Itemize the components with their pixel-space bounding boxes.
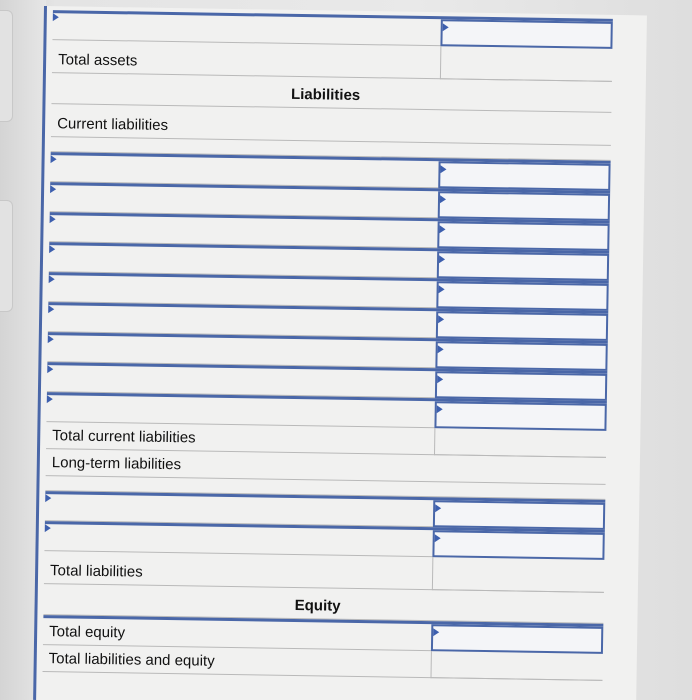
liabilities-heading: Liabilities [290, 85, 361, 104]
input-marker-icon [435, 534, 441, 542]
long-term-liabilities-label: Long-term liabilities [51, 454, 182, 474]
total-liabilities-and-equity-amount[interactable] [430, 651, 602, 681]
side-tab [0, 200, 13, 312]
amount-input-cell[interactable] [436, 311, 608, 341]
amount-input-cell[interactable] [440, 19, 612, 49]
total-liabilities-and-equity-label: Total liabilities and equity [48, 650, 215, 670]
input-marker-icon [437, 375, 443, 383]
total-assets-amount[interactable] [440, 46, 612, 82]
worksheet-page [33, 6, 647, 700]
total-current-liabilities-amount[interactable] [434, 428, 606, 458]
input-marker-icon [49, 245, 55, 253]
total-current-liabilities-label: Total current liabilities [52, 427, 196, 447]
amount-input-cell[interactable] [438, 161, 610, 191]
total-liabilities-amount[interactable] [432, 557, 604, 593]
amount-input-cell[interactable] [437, 221, 609, 251]
input-marker-icon [51, 155, 57, 163]
amount-input-cell[interactable] [438, 191, 610, 221]
amount-input-cell[interactable] [433, 500, 605, 530]
amount-input-cell[interactable] [434, 401, 606, 431]
input-marker-icon [440, 195, 446, 203]
input-marker-icon [433, 628, 439, 636]
amount-input-cell[interactable] [436, 281, 608, 311]
amount-input-cell[interactable] [432, 530, 604, 560]
total-liabilities-label: Total liabilities [49, 562, 143, 581]
input-marker-icon [437, 405, 443, 413]
input-marker-icon [50, 185, 56, 193]
side-tab [0, 10, 13, 122]
equity-heading: Equity [294, 597, 341, 615]
input-marker-icon [438, 315, 444, 323]
total-equity-label: Total equity [49, 623, 126, 642]
input-marker-icon [48, 335, 54, 343]
input-marker-icon [438, 345, 444, 353]
amount-input-cell[interactable] [435, 371, 607, 401]
input-marker-icon [49, 275, 55, 283]
input-marker-icon [439, 285, 445, 293]
input-marker-icon [45, 524, 51, 532]
current-liabilities-label: Current liabilities [57, 115, 169, 134]
input-marker-icon [439, 255, 445, 263]
balance-sheet-ledger [43, 10, 613, 681]
input-marker-icon [48, 305, 54, 313]
input-marker-icon [45, 494, 51, 502]
amount-input-cell[interactable] [435, 341, 607, 371]
total-equity-amount[interactable] [431, 624, 603, 654]
input-marker-icon [440, 165, 446, 173]
input-marker-icon [443, 23, 449, 31]
input-marker-icon [47, 365, 53, 373]
input-marker-icon [435, 504, 441, 512]
amount-input-cell[interactable] [437, 251, 609, 281]
input-marker-icon [50, 215, 56, 223]
input-marker-icon [53, 13, 59, 21]
input-marker-icon [439, 225, 445, 233]
input-marker-icon [47, 395, 53, 403]
total-assets-label: Total assets [58, 51, 138, 70]
